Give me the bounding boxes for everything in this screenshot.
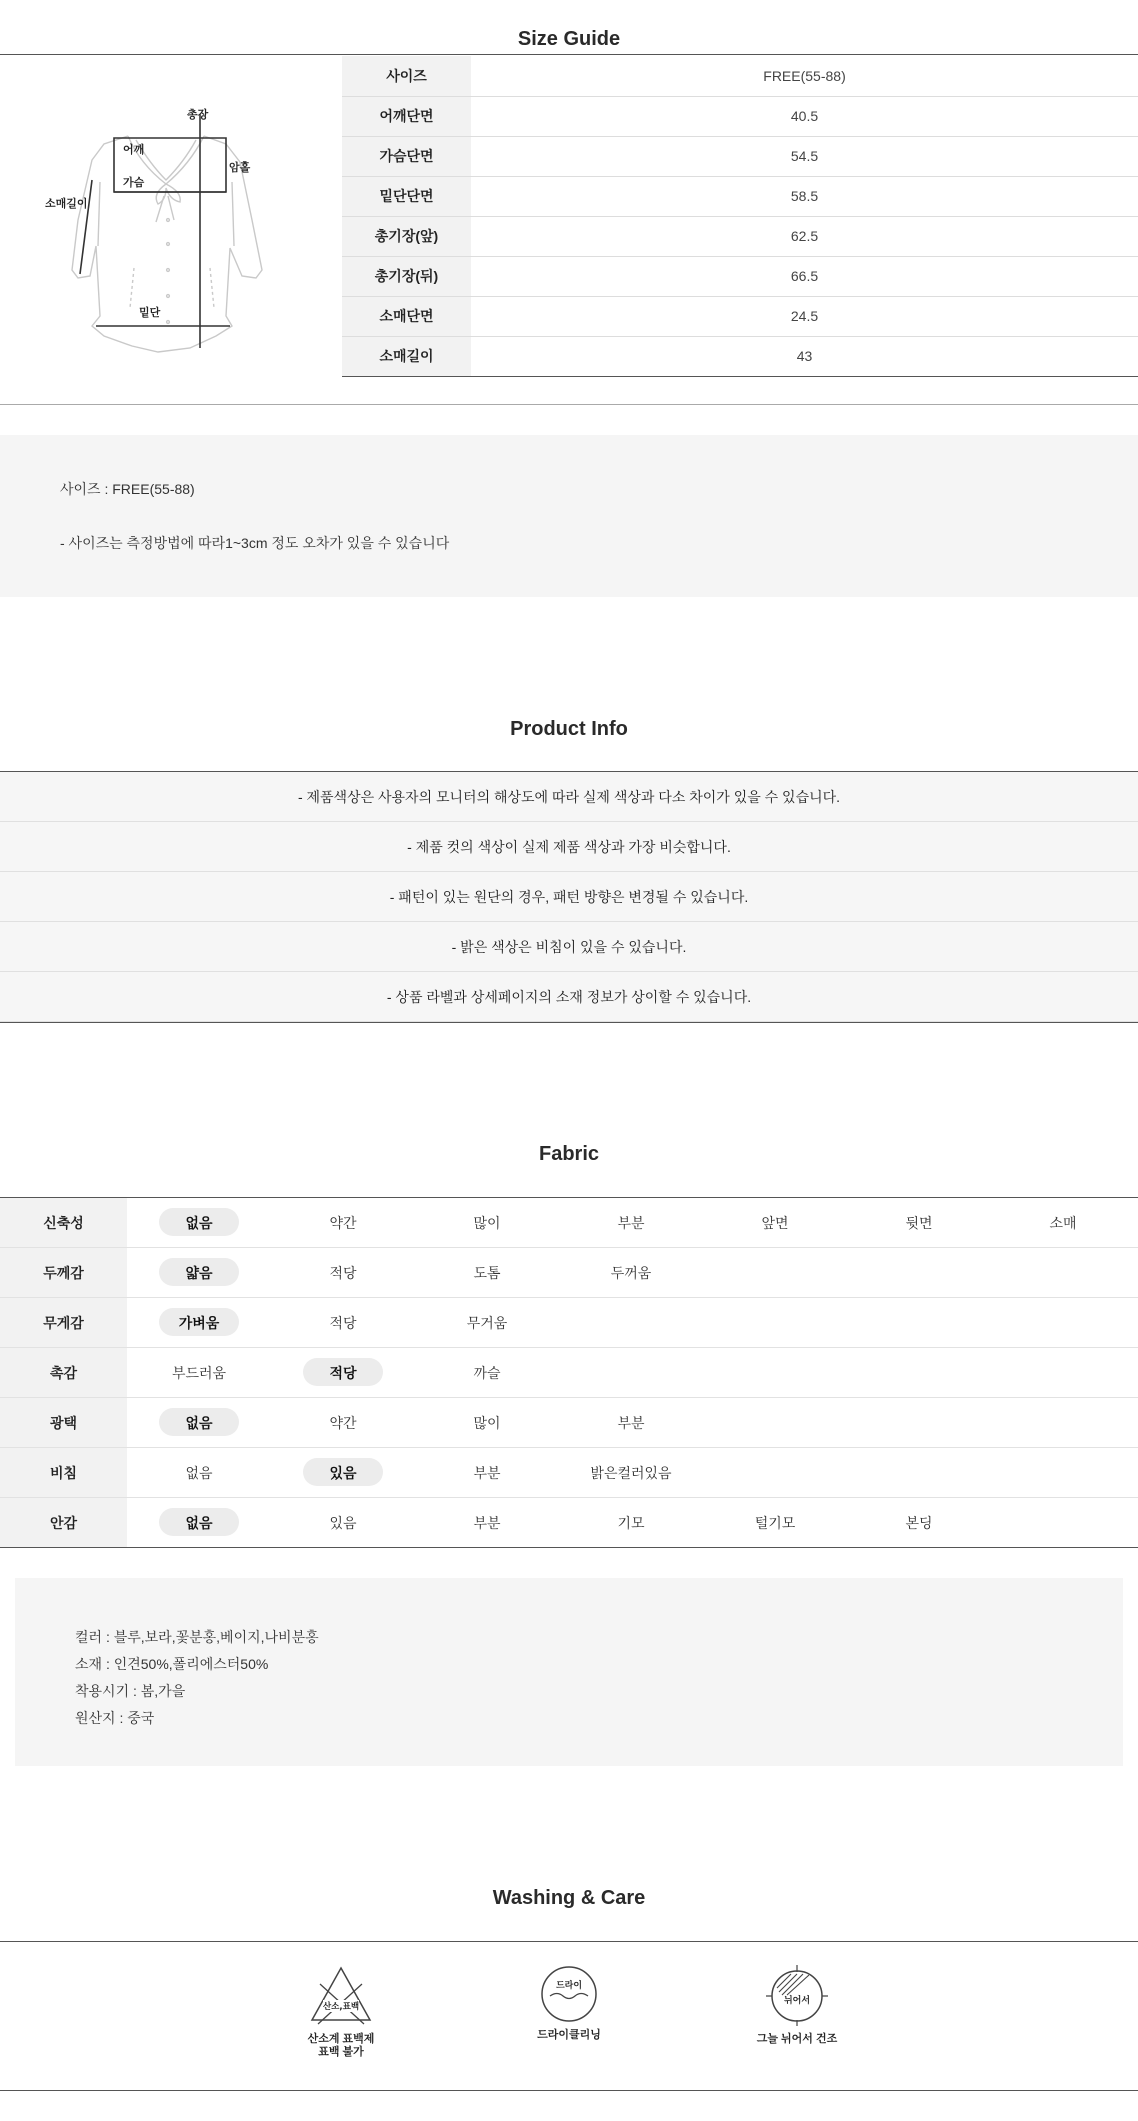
diagram-label-sleeve-length: 소매길이 xyxy=(45,198,88,210)
size-note-text: 사이즈 : FREE(55-88) xyxy=(60,481,195,497)
fabric-row-label: 안감 xyxy=(0,1498,127,1547)
size-row xyxy=(342,256,1138,296)
product-info-item: - 밝은 색상은 비침이 있을 수 있습니다. xyxy=(0,922,1138,972)
fabric-option-label: 없음 xyxy=(185,1464,213,1481)
size-row-label: 밑단단면 xyxy=(342,176,471,216)
size-guide-bottom-divider xyxy=(0,404,1138,405)
no-bleach-icon-text: 산소,표백 xyxy=(322,2002,360,2012)
washing-item-shade-dry xyxy=(737,1962,857,2046)
fabric-option-label: 많이 xyxy=(473,1414,501,1431)
size-row xyxy=(342,96,1138,136)
size-row-value: 24.5 xyxy=(471,296,1138,336)
fabric-option-selected xyxy=(271,1348,415,1397)
size-row-label: 총기장(뒤) xyxy=(342,256,471,296)
fabric-row-label: 무게감 xyxy=(0,1298,127,1347)
fabric-option xyxy=(559,1248,703,1297)
fabric-row xyxy=(0,1298,1138,1348)
fabric-info-season: 착용시기 : 봄,가을 xyxy=(75,1683,186,1699)
fabric-option-label: 없음 xyxy=(185,1414,213,1431)
fabric-row xyxy=(0,1398,1138,1448)
diagram-label-total-length: 총장 xyxy=(187,109,209,121)
garment-measure-diagram xyxy=(40,100,280,360)
fabric-option-selected xyxy=(127,1398,271,1447)
fabric-row-label: 비침 xyxy=(0,1448,127,1497)
no-bleach-icon xyxy=(306,1962,376,2028)
fabric-option-label: 얇음 xyxy=(185,1264,213,1281)
fabric-option-label: 있음 xyxy=(329,1464,357,1481)
diagram-label-armhole: 암홀 xyxy=(229,162,251,174)
size-row xyxy=(342,136,1138,176)
washing-caption-line-2: 표백 불가 xyxy=(318,2046,364,2058)
shade-dry-icon-text: 뉘어서 xyxy=(783,1996,811,2006)
fabric-option-label: 있음 xyxy=(329,1514,357,1531)
size-row-label: 가슴단면 xyxy=(342,136,471,176)
size-row xyxy=(342,296,1138,336)
fabric-option-label: 가벼움 xyxy=(178,1314,220,1331)
size-row-value: 54.5 xyxy=(471,136,1138,176)
fabric-option-label: 무거움 xyxy=(466,1314,508,1331)
diagram-label-chest: 가슴 xyxy=(123,177,145,189)
fabric-info-box xyxy=(15,1578,1123,1766)
fabric-option-label: 부분 xyxy=(473,1464,501,1481)
fabric-option-label: 본딩 xyxy=(905,1514,933,1531)
fabric-option-label: 적당 xyxy=(329,1364,357,1381)
washing-item-dry-clean xyxy=(509,1962,629,2042)
fabric-option-label: 털기모 xyxy=(754,1514,796,1531)
fabric-option xyxy=(703,1198,847,1247)
fabric-option-label: 도톰 xyxy=(473,1264,501,1281)
fabric-row-label: 광택 xyxy=(0,1398,127,1447)
fabric-option-label: 부분 xyxy=(617,1214,645,1231)
size-row-label: 사이즈 xyxy=(342,56,471,96)
fabric-option xyxy=(271,1248,415,1297)
fabric-option-label: 약간 xyxy=(329,1414,357,1431)
fabric-option-selected xyxy=(127,1198,271,1247)
fabric-info-color: 컬러 : 블루,보라,꽃분홍,베이지,나비분홍 xyxy=(75,1629,319,1645)
fabric-option xyxy=(271,1498,415,1547)
fabric-option xyxy=(415,1448,559,1497)
fabric-option-label: 없음 xyxy=(185,1514,213,1531)
fabric-option xyxy=(271,1298,415,1347)
washing-caption: 산소계 표백제 xyxy=(307,2033,375,2045)
washing-caption: 드라이클리닝 xyxy=(537,2029,601,2041)
fabric-option xyxy=(847,1498,991,1547)
product-info-item: - 패턴이 있는 원단의 경우, 패턴 방향은 변경될 수 있습니다. xyxy=(0,872,1138,922)
fabric-option xyxy=(703,1498,847,1547)
fabric-option-label: 까슬 xyxy=(473,1364,501,1381)
fabric-option-label: 부분 xyxy=(473,1514,501,1531)
fabric-option xyxy=(127,1448,271,1497)
dry-clean-icon xyxy=(536,1962,602,2024)
shade-dry-icon xyxy=(761,1962,833,2028)
washing-bottom-divider xyxy=(0,2090,1138,2091)
fabric-option xyxy=(415,1248,559,1297)
fabric-row xyxy=(0,1348,1138,1398)
fabric-option xyxy=(415,1498,559,1547)
fabric-option-label: 앞면 xyxy=(761,1214,789,1231)
size-row-value: 62.5 xyxy=(471,216,1138,256)
size-row xyxy=(342,336,1138,376)
product-info-item: - 상품 라벨과 상세페이지의 소재 정보가 상이할 수 있습니다. xyxy=(0,972,1138,1022)
size-row-value: 58.5 xyxy=(471,176,1138,216)
fabric-option-selected xyxy=(127,1498,271,1547)
fabric-option xyxy=(559,1498,703,1547)
fabric-row xyxy=(0,1198,1138,1248)
washing-item-no-bleach xyxy=(281,1962,401,2059)
size-row-label: 소매길이 xyxy=(342,336,471,376)
fabric-option xyxy=(415,1298,559,1347)
fabric-option xyxy=(271,1198,415,1247)
fabric-option xyxy=(415,1398,559,1447)
fabric-row-label: 두께감 xyxy=(0,1248,127,1297)
fabric-option-label: 부드러움 xyxy=(171,1364,227,1381)
fabric-option-label: 밝은컬러있음 xyxy=(590,1464,672,1481)
size-row-value: 66.5 xyxy=(471,256,1138,296)
size-row-label: 어깨단면 xyxy=(342,96,471,136)
fabric-option xyxy=(991,1198,1135,1247)
fabric-option-label: 적당 xyxy=(329,1314,357,1331)
dry-clean-icon-text: 드라이 xyxy=(555,1981,583,1991)
fabric-option xyxy=(271,1398,415,1447)
fabric-option xyxy=(415,1198,559,1247)
fabric-option-label: 뒷면 xyxy=(905,1214,933,1231)
size-table xyxy=(342,56,1138,377)
fabric-option-selected xyxy=(271,1448,415,1497)
size-row xyxy=(342,216,1138,256)
size-row-value: 43 xyxy=(471,336,1138,376)
size-row-label: 소매단면 xyxy=(342,296,471,336)
size-row-value: FREE(55-88) xyxy=(471,56,1138,96)
fabric-option-selected xyxy=(127,1248,271,1297)
diagram-label-shoulder: 어깨 xyxy=(123,144,145,156)
product-info-item: - 제품 컷의 색상이 실제 제품 색상과 가장 비슷합니다. xyxy=(0,822,1138,872)
fabric-row xyxy=(0,1448,1138,1498)
fabric-row xyxy=(0,1498,1138,1548)
size-guide-top-divider xyxy=(0,54,1138,55)
fabric-info-material: 소재 : 인견50%,폴리에스터50% xyxy=(75,1656,269,1672)
fabric-option-selected xyxy=(127,1298,271,1347)
fabric-option-label: 두꺼움 xyxy=(610,1264,652,1281)
fabric-option-label: 없음 xyxy=(185,1214,213,1231)
size-guide-title: Size Guide xyxy=(517,28,621,50)
fabric-row xyxy=(0,1248,1138,1298)
fabric-row-label: 신축성 xyxy=(0,1198,127,1247)
size-row xyxy=(342,176,1138,216)
fabric-title: Fabric xyxy=(538,1143,600,1165)
fabric-info-origin: 원산지 : 중국 xyxy=(75,1710,155,1726)
washing-title: Washing & Care xyxy=(492,1887,646,1909)
fabric-bottom-divider xyxy=(0,1547,1138,1548)
fabric-option-label: 기모 xyxy=(617,1514,645,1531)
product-info-bottom-divider xyxy=(0,1022,1138,1023)
fabric-option xyxy=(127,1348,271,1397)
fabric-option-label: 소매 xyxy=(1049,1214,1077,1231)
size-tolerance-text: - 사이즈는 측정방법에 따라1~3cm 정도 오차가 있을 수 있습니다 xyxy=(60,535,450,551)
fabric-option-label: 약간 xyxy=(329,1214,357,1231)
size-note-box xyxy=(0,435,1138,597)
fabric-option xyxy=(559,1398,703,1447)
fabric-option xyxy=(559,1198,703,1247)
size-row xyxy=(342,56,1138,96)
washing-caption: 그늘 뉘어서 건조 xyxy=(756,2033,838,2045)
fabric-option xyxy=(559,1448,703,1497)
product-info-title: Product Info xyxy=(510,718,628,740)
fabric-row-label: 촉감 xyxy=(0,1348,127,1397)
fabric-option xyxy=(415,1348,559,1397)
fabric-option-label: 부분 xyxy=(617,1414,645,1431)
diagram-label-hem: 밑단 xyxy=(139,307,161,319)
fabric-option-label: 많이 xyxy=(473,1214,501,1231)
fabric-option-label: 적당 xyxy=(329,1264,357,1281)
size-row-label: 총기장(앞) xyxy=(342,216,471,256)
size-row-value: 40.5 xyxy=(471,96,1138,136)
product-info-item: - 제품색상은 사용자의 모니터의 해상도에 따라 실제 색상과 다소 차이가 있을 수 있습니다. xyxy=(0,772,1138,822)
washing-top-divider xyxy=(0,1941,1138,1942)
fabric-option xyxy=(847,1198,991,1247)
